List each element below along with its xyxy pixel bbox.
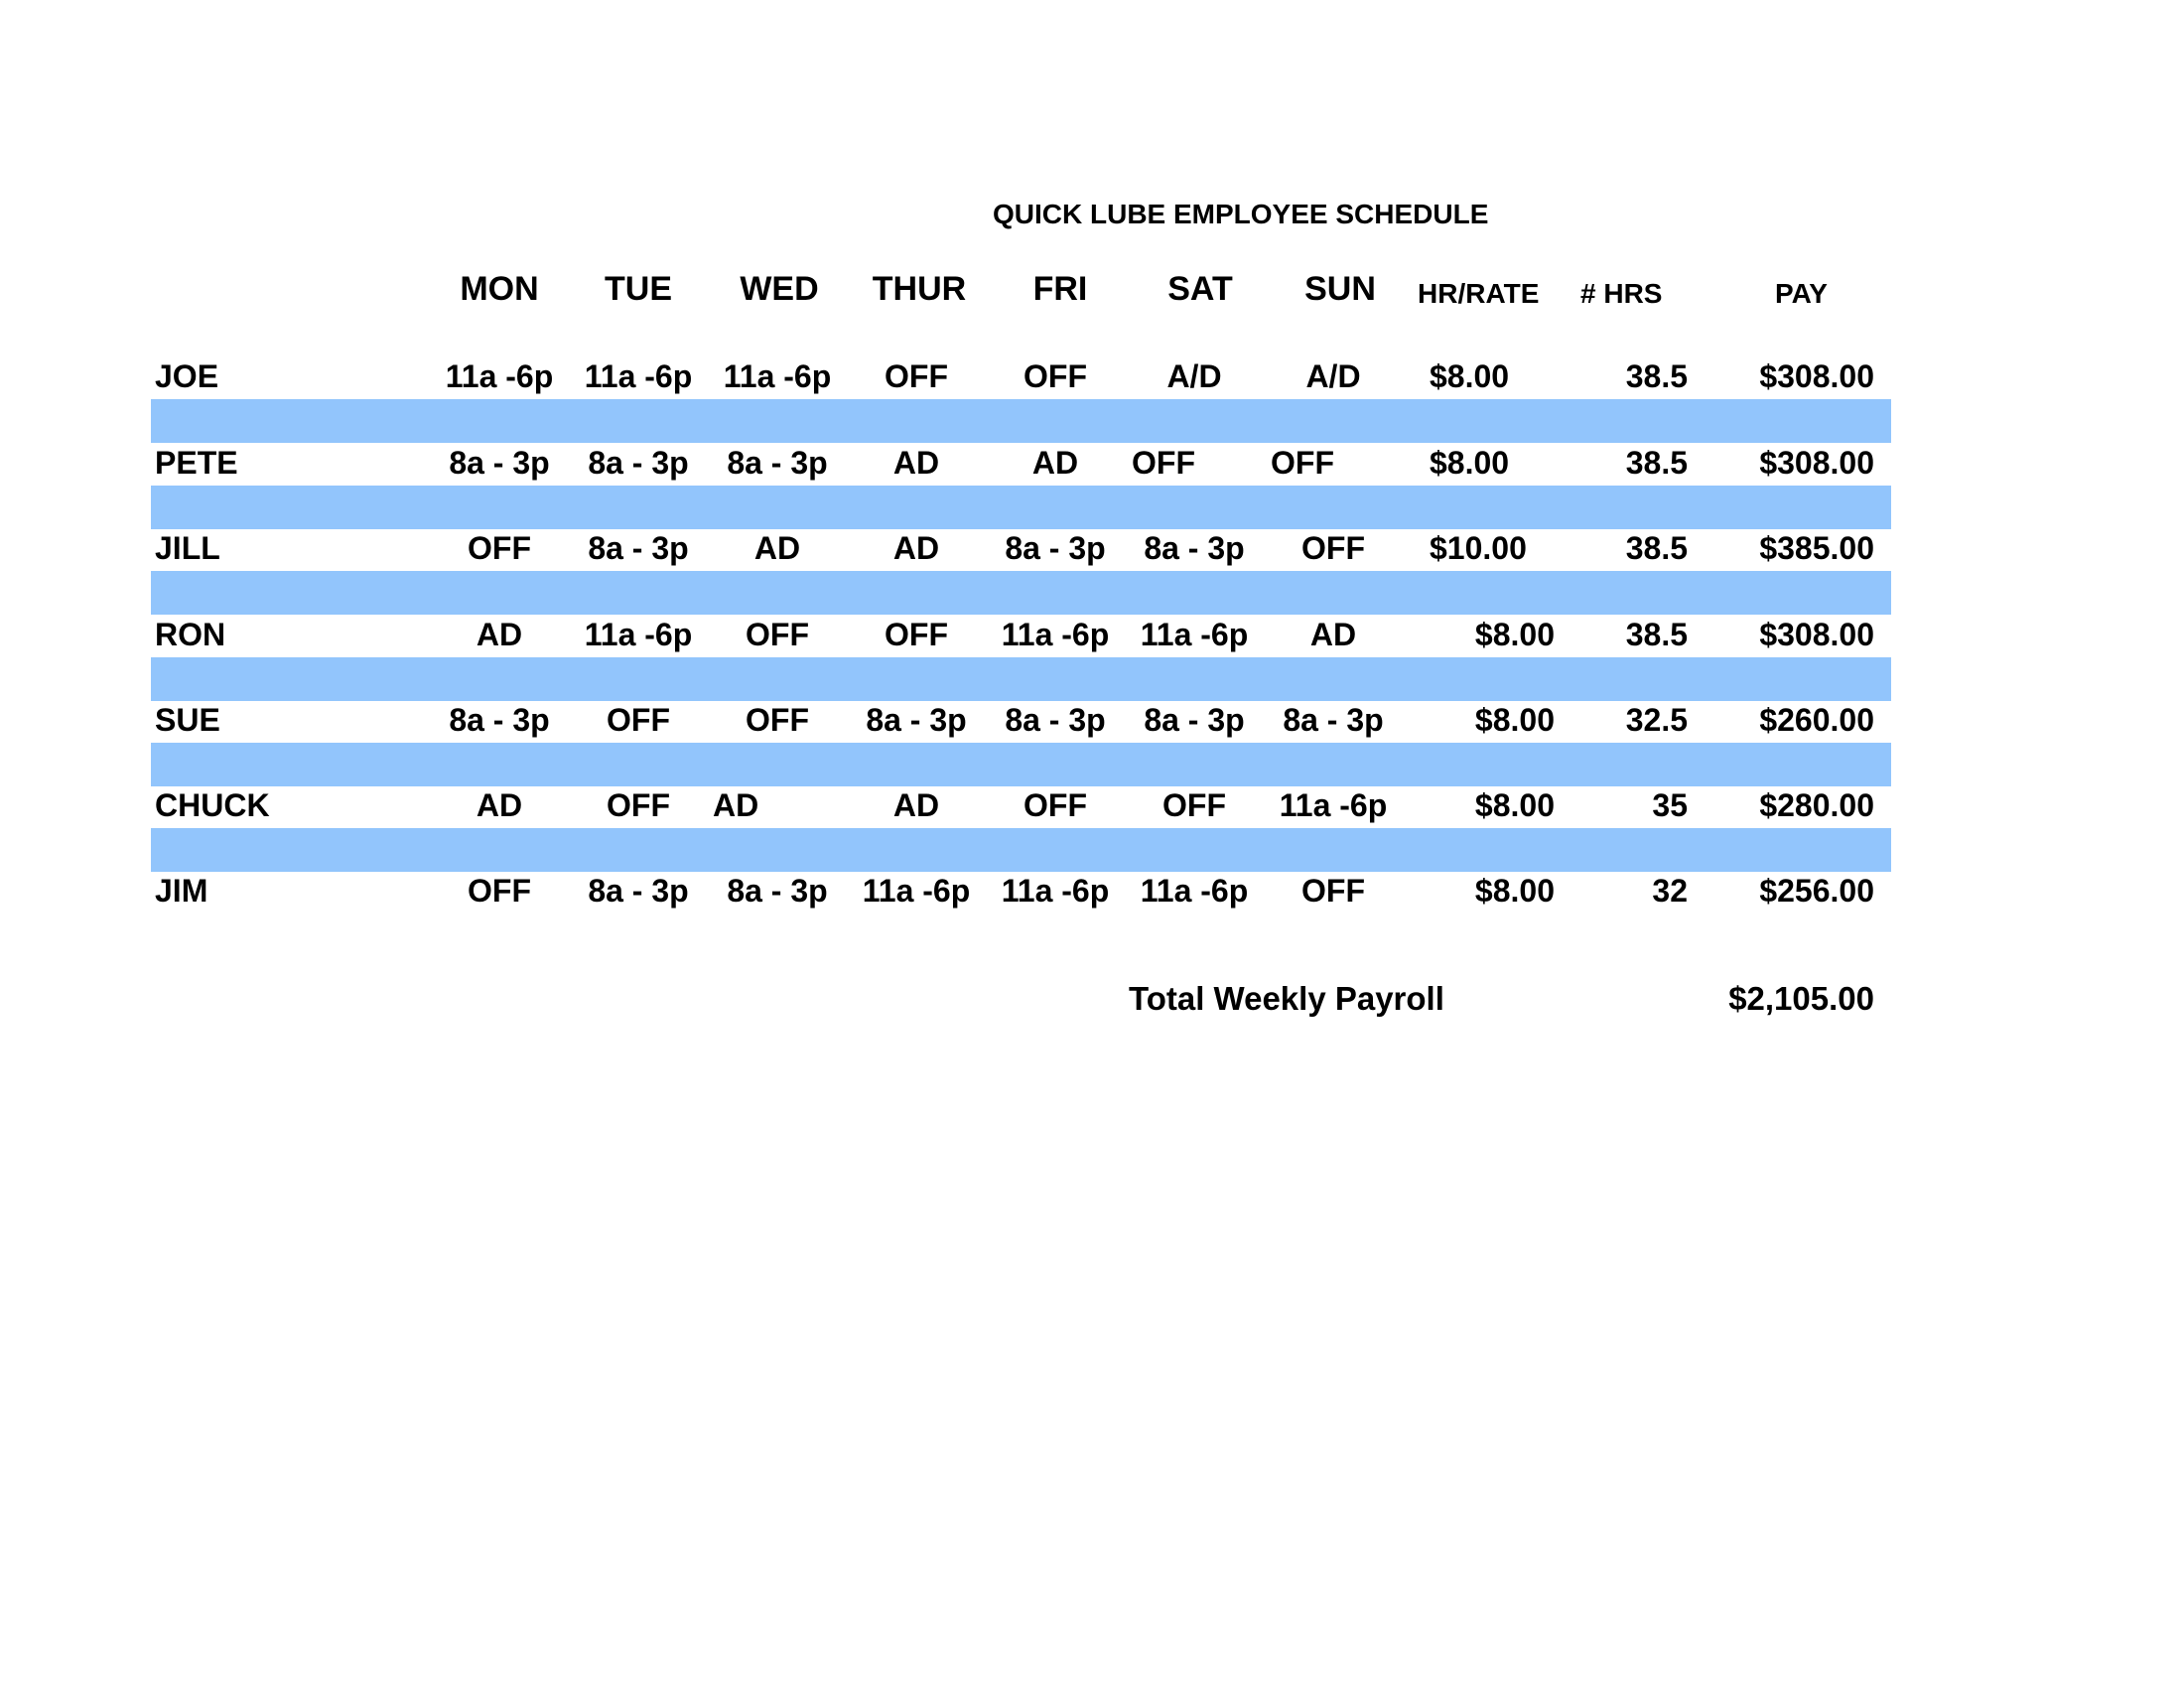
shift-wed: 8a - 3p: [727, 445, 828, 481]
pay: $308.00: [1759, 358, 1874, 394]
hourly-rate: $8.00: [1474, 787, 1555, 823]
pay: $308.00: [1759, 617, 1874, 652]
shift-sat: OFF: [1162, 787, 1226, 823]
shift-tue: 8a - 3p: [588, 873, 689, 909]
shift-wed: OFF: [746, 702, 809, 738]
shift-tue: OFF: [607, 787, 670, 823]
pay: $280.00: [1759, 787, 1874, 823]
hours: 32.5: [1625, 702, 1688, 738]
shift-thur: 8a - 3p: [866, 702, 967, 738]
shift-sat: 8a - 3p: [1144, 530, 1245, 566]
row-separator-band: [151, 743, 1891, 786]
hourly-rate: $8.00: [1474, 873, 1555, 909]
employee-name: JOE: [155, 358, 219, 394]
shift-mon: AD: [476, 617, 523, 652]
header-tue: TUE: [605, 270, 672, 308]
row-separator-band: [151, 399, 1891, 443]
total-weekly-payroll-value: $2,105.00: [1728, 980, 1874, 1017]
shift-thur: AD: [892, 787, 940, 823]
pay: $385.00: [1759, 530, 1874, 566]
employee-name: PETE: [155, 445, 238, 481]
shift-sun: OFF: [1301, 530, 1365, 566]
pay: $256.00: [1759, 873, 1874, 909]
shift-fri: 8a - 3p: [1005, 530, 1106, 566]
shift-sun: OFF: [1301, 873, 1365, 909]
shift-tue: OFF: [607, 702, 670, 738]
hourly-rate: $10.00: [1430, 530, 1527, 566]
hourly-rate: $8.00: [1430, 445, 1510, 481]
shift-sat: 11a -6p: [1140, 617, 1249, 652]
pay: $308.00: [1759, 445, 1874, 481]
shift-thur: OFF: [885, 358, 948, 394]
shift-sat: OFF: [1132, 445, 1195, 481]
shift-fri: OFF: [1024, 787, 1087, 823]
header-wed: WED: [740, 270, 819, 308]
shift-fri: OFF: [1024, 358, 1087, 394]
employee-name: JIM: [155, 873, 208, 909]
hourly-rate: $8.00: [1474, 617, 1555, 652]
header-rate: HR/RATE: [1418, 278, 1540, 309]
row-separator-band: [151, 828, 1891, 872]
shift-wed: AD: [713, 787, 759, 823]
shift-fri: 11a -6p: [1001, 617, 1110, 652]
header-thur: THUR: [872, 270, 967, 308]
shift-mon: OFF: [468, 873, 531, 909]
shift-sat: 11a -6p: [1140, 873, 1249, 909]
shift-mon: AD: [476, 787, 523, 823]
hours: 38.5: [1625, 358, 1688, 394]
shift-mon: 8a - 3p: [449, 445, 550, 481]
shift-mon: 8a - 3p: [449, 702, 550, 738]
shift-fri: 11a -6p: [1001, 873, 1110, 909]
total-weekly-payroll-label: Total Weekly Payroll: [1129, 980, 1444, 1017]
row-separator-band: [151, 657, 1891, 701]
header-sun: SUN: [1304, 270, 1376, 308]
shift-thur: AD: [892, 530, 940, 566]
shift-fri: 8a - 3p: [1005, 702, 1106, 738]
shift-sun: A/D: [1305, 358, 1361, 394]
table-row: [0, 870, 2184, 955]
header-sat: SAT: [1167, 270, 1233, 308]
employee-name: SUE: [155, 702, 220, 738]
pay: $260.00: [1759, 702, 1874, 738]
shift-thur: AD: [892, 445, 940, 481]
shift-wed: AD: [753, 530, 801, 566]
shift-mon: 11a -6p: [445, 358, 554, 394]
shift-mon: OFF: [468, 530, 531, 566]
row-separator-band: [151, 571, 1891, 615]
shift-fri: AD: [1031, 445, 1079, 481]
hours: 35: [1652, 787, 1688, 823]
sheet-title: QUICK LUBE EMPLOYEE SCHEDULE: [993, 199, 1489, 229]
shift-sun: AD: [1309, 617, 1357, 652]
shift-tue: 11a -6p: [584, 617, 693, 652]
shift-sat: A/D: [1166, 358, 1222, 394]
employee-name: JILL: [155, 530, 220, 566]
hours: 38.5: [1625, 445, 1688, 481]
header-mon: MON: [460, 270, 539, 308]
shift-tue: 8a - 3p: [588, 445, 689, 481]
hourly-rate: $8.00: [1474, 702, 1555, 738]
employee-name: RON: [155, 617, 226, 652]
row-separator-band: [151, 486, 1891, 529]
shift-sun: OFF: [1271, 445, 1334, 481]
shift-thur: 11a -6p: [862, 873, 971, 909]
shift-thur: OFF: [885, 617, 948, 652]
hours: 38.5: [1625, 530, 1688, 566]
header-hrs: # HRS: [1580, 278, 1663, 309]
hours: 38.5: [1625, 617, 1688, 652]
header-pay: PAY: [1775, 278, 1828, 309]
shift-tue: 11a -6p: [584, 358, 693, 394]
header-fri: FRI: [1032, 270, 1088, 308]
employee-name: CHUCK: [155, 787, 270, 823]
shift-tue: 8a - 3p: [588, 530, 689, 566]
hourly-rate: $8.00: [1430, 358, 1510, 394]
shift-sun: 8a - 3p: [1283, 702, 1384, 738]
hours: 32: [1652, 873, 1688, 909]
shift-wed: 8a - 3p: [727, 873, 828, 909]
shift-sat: 8a - 3p: [1144, 702, 1245, 738]
shift-wed: OFF: [746, 617, 809, 652]
shift-sun: 11a -6p: [1279, 787, 1388, 823]
shift-wed: 11a -6p: [723, 358, 832, 394]
